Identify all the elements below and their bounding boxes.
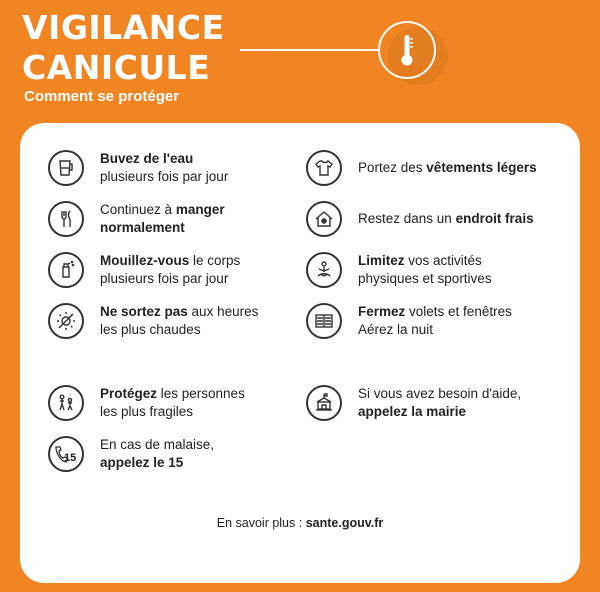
title-line-2: CANICULE <box>22 48 211 87</box>
emergency-bold: appelez le 15 <box>100 455 184 470</box>
shutters-icon <box>306 303 342 339</box>
advice-activity <box>306 252 492 288</box>
emergency-line-1: En cas de malaise, <box>100 437 215 452</box>
advice-spray <box>48 252 240 288</box>
cool-place-bold: endroit frais <box>455 211 534 226</box>
family-icon <box>48 385 84 421</box>
no-sun-icon <box>48 303 84 339</box>
protect-rest-1: les personnes <box>157 386 245 401</box>
water-bold: Buvez de l'eau <box>100 151 194 166</box>
meditation-icon <box>306 252 342 288</box>
sun-rest-2: les plus chaudes <box>100 322 201 337</box>
protect-bold: Protégez <box>100 386 158 401</box>
clothes-pre: Portez des <box>358 160 427 175</box>
spray-bold: Mouillez-vous <box>100 253 190 268</box>
activity-rest-2: physiques et sportives <box>358 271 492 286</box>
spray-rest-2: plusieurs fois par jour <box>100 271 229 286</box>
eat-bold-1: manger <box>175 202 225 217</box>
advice-shutters <box>306 303 512 339</box>
clothes-bold: vêtements légers <box>426 160 537 175</box>
cool-place-pre: Restez dans un <box>358 211 456 226</box>
town-hall-icon <box>306 385 342 421</box>
activity-rest-1: vos activités <box>404 253 482 268</box>
footer-pre: En savoir plus : <box>216 516 306 530</box>
page-subtitle: Comment se protéger <box>24 88 180 105</box>
activity-bold: Limitez <box>358 253 405 268</box>
water-pitcher-icon <box>48 150 84 186</box>
shutters-rest-1: volets et fenêtres <box>405 304 512 319</box>
footer <box>20 516 580 530</box>
page-title <box>22 8 225 88</box>
shutters-bold: Fermez <box>358 304 406 319</box>
advice-clothes <box>306 150 537 186</box>
advice-cool-place <box>306 201 534 237</box>
shutters-rest-2: Aérez la nuit <box>358 322 434 337</box>
townhall-bold: appelez la mairie <box>358 404 467 419</box>
water-rest: plusieurs fois par jour <box>100 169 229 184</box>
phone-15-icon <box>48 436 84 472</box>
eat-pre: Continuez à <box>100 202 176 217</box>
tshirt-icon <box>306 150 342 186</box>
emergency-number: 15 <box>64 452 77 464</box>
advice-protect <box>48 385 245 421</box>
house-snowflake-icon <box>306 201 342 237</box>
advice-emergency <box>48 436 214 472</box>
townhall-line-1: Si vous avez besoin d'aide, <box>358 386 522 401</box>
title-line-1: VIGILANCE <box>22 8 225 47</box>
spray-bottle-icon <box>48 252 84 288</box>
sun-rest-1: aux heures <box>187 304 259 319</box>
spray-rest-1: le corps <box>189 253 241 268</box>
advice-water <box>48 150 228 186</box>
protect-rest-2: les plus fragiles <box>100 404 194 419</box>
advice-card <box>20 123 580 583</box>
advice-eat <box>48 201 225 237</box>
footer-link[interactable]: sante.gouv.fr <box>305 516 384 530</box>
advice-townhall <box>306 385 521 421</box>
advice-sun <box>48 303 258 339</box>
sun-bold: Ne sortez pas <box>100 304 188 319</box>
thermometer-icon <box>378 21 436 79</box>
header-divider <box>240 49 378 51</box>
fork-knife-icon <box>48 201 84 237</box>
eat-bold-2: normalement <box>100 220 185 235</box>
